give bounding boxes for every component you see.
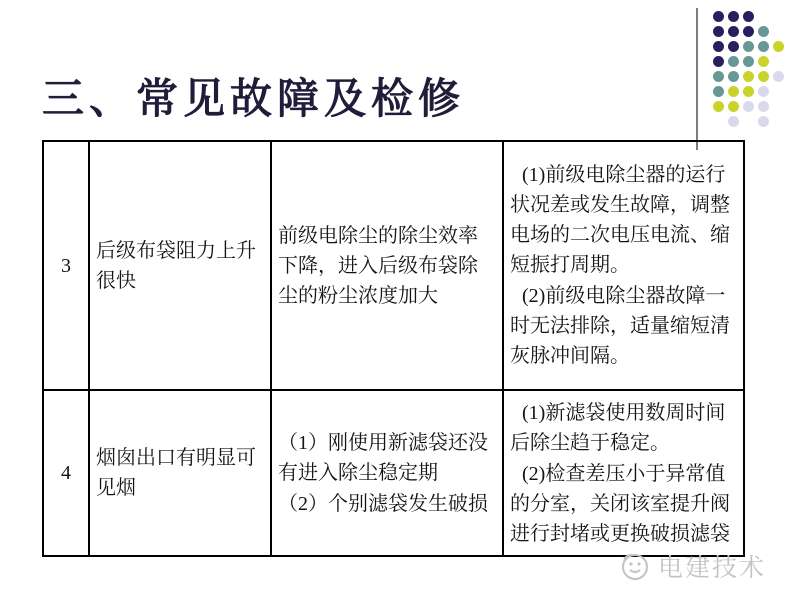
dot xyxy=(773,116,784,127)
decoration-vertical-line xyxy=(696,8,698,150)
dot xyxy=(758,86,769,97)
cause-paragraph: （1）刚使用新滤袋还没有进入除尘稳定期 xyxy=(278,431,488,484)
dot xyxy=(743,41,754,52)
remedy-paragraph: (2)前级电除尘器故障一时无法排除，适量缩短清灰脉冲间隔。 xyxy=(510,285,730,367)
cause-cell xyxy=(271,141,503,390)
dot xyxy=(773,86,784,97)
dot xyxy=(728,26,739,37)
dot xyxy=(728,101,739,112)
remedy-paragraph: (2)检查差压小于异常值的分室，关闭该室提升阀进行封堵或更换破损滤袋 xyxy=(510,462,730,545)
remedy-cell xyxy=(503,141,744,390)
dot xyxy=(773,56,784,67)
fault-table xyxy=(42,140,745,557)
dot xyxy=(758,71,769,82)
dot xyxy=(713,71,724,82)
dot xyxy=(743,26,754,37)
page-title: 三、常见故障及检修 xyxy=(42,77,466,123)
remedy-paragraph: (1)新滤袋使用数周时间后除尘趋于稳定。 xyxy=(510,401,726,454)
fault-description-cell: 烟囱出口有明显可见烟 xyxy=(89,390,271,556)
watermark xyxy=(618,548,766,584)
cause-paragraph: 前级电除尘的除尘效率下降，进入后级布袋除尘的粉尘浓度加大 xyxy=(278,224,478,307)
dot xyxy=(743,101,754,112)
remedy-cell xyxy=(503,390,744,556)
dot-pattern-decoration xyxy=(711,9,786,129)
dot xyxy=(728,11,739,22)
dot xyxy=(713,11,724,22)
fault-number-cell: 3 xyxy=(43,141,89,390)
dot xyxy=(758,101,769,112)
watermark-text: 电建技术 xyxy=(658,554,767,582)
dot xyxy=(713,116,724,127)
cause-cell xyxy=(271,390,503,556)
dot xyxy=(773,101,784,112)
dot xyxy=(713,26,724,37)
dot xyxy=(728,56,739,67)
dot xyxy=(743,56,754,67)
dot xyxy=(713,86,724,97)
fault-number-cell: 4 xyxy=(43,390,89,556)
dot xyxy=(758,41,769,52)
dot xyxy=(713,41,724,52)
dot xyxy=(728,71,739,82)
dot xyxy=(743,71,754,82)
dot xyxy=(713,56,724,67)
dot xyxy=(743,11,754,22)
dot xyxy=(728,86,739,97)
dot xyxy=(773,11,784,22)
dot xyxy=(743,116,754,127)
dot xyxy=(728,116,739,127)
dot xyxy=(758,26,769,37)
dot xyxy=(758,116,769,127)
dot xyxy=(773,41,784,52)
fault-description-cell: 后级布袋阻力上升很快 xyxy=(89,141,271,390)
remedy-paragraph: (1)前级电除尘器的运行状况差或发生故障，调整电场的二次电压电流、缩短振打周期。 xyxy=(510,164,730,276)
table-row xyxy=(43,141,744,390)
dot xyxy=(743,86,754,97)
cause-paragraph: （2）个别滤袋发生破损 xyxy=(278,492,488,515)
dot xyxy=(713,101,724,112)
dot xyxy=(773,26,784,37)
dot xyxy=(728,41,739,52)
dot xyxy=(773,71,784,82)
mascot-logo-icon xyxy=(618,549,652,583)
table-row xyxy=(43,390,744,556)
dot xyxy=(758,11,769,22)
dot xyxy=(758,56,769,67)
